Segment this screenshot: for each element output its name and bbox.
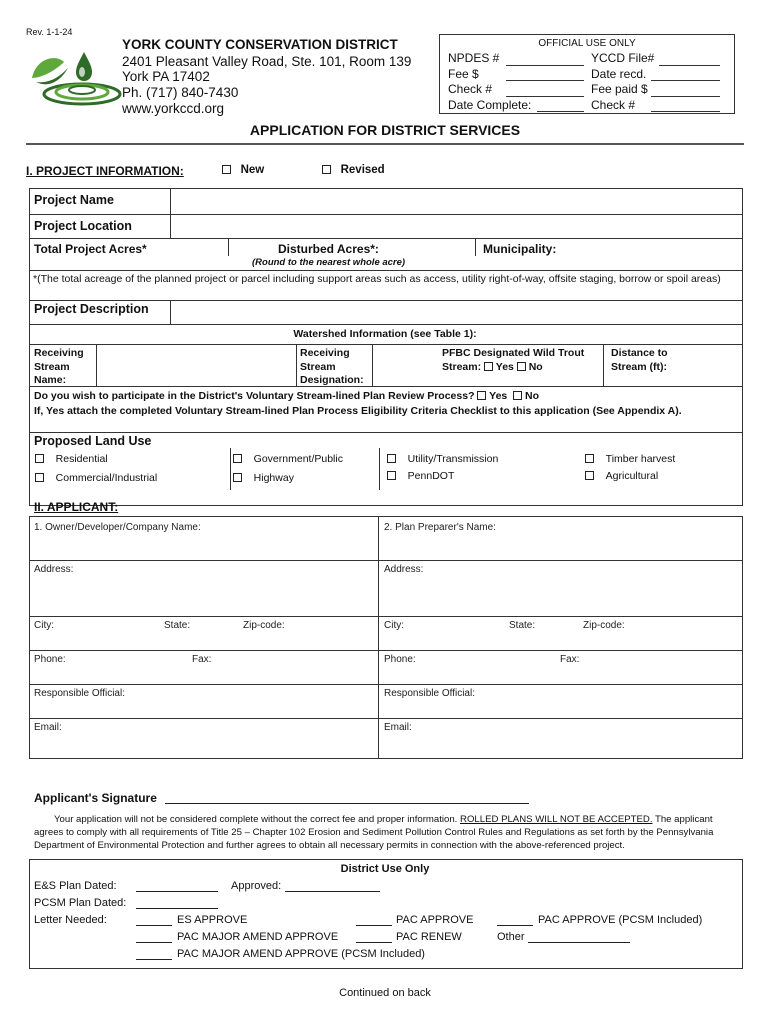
voluntary-no-checkbox[interactable] — [513, 391, 522, 400]
project-name-label: Project Name — [34, 193, 114, 207]
pac-approve-label: PAC APPROVE — [396, 914, 474, 926]
pac-approve-field[interactable] — [356, 915, 392, 926]
section1-heading: I. PROJECT INFORMATION: — [26, 164, 184, 178]
signature-label: Applicant's Signature — [34, 791, 157, 805]
pfbc-no-checkbox[interactable] — [517, 362, 526, 371]
land-use-highway[interactable]: Highway — [233, 472, 294, 484]
org-phone: Ph. (717) 840-7430 — [122, 85, 239, 100]
check-label: Check # — [448, 82, 493, 96]
preparer-zip-label: Zip-code: — [583, 620, 625, 631]
es-plan-label: E&S Plan Dated: — [34, 880, 117, 892]
land-use-title: Proposed Land Use — [34, 434, 152, 448]
pac-major-label: PAC MAJOR AMEND APPROVE — [177, 931, 339, 943]
es-approve-field[interactable] — [136, 915, 172, 926]
preparer-fax-label: Fax: — [560, 654, 580, 665]
signature-line[interactable] — [165, 803, 529, 804]
land-use-government[interactable]: Government/Public — [233, 453, 343, 465]
owner-phone-label: Phone: — [34, 654, 66, 665]
pac-approve-pcsm-label: PAC APPROVE (PCSM Included) — [538, 914, 703, 926]
official-use-title: OFFICIAL USE ONLY — [538, 38, 636, 49]
project-description-label: Project Description — [34, 302, 149, 316]
fee-label: Fee $ — [448, 66, 479, 81]
pfbc-label: PFBC Designated Wild Trout — [442, 347, 585, 359]
revised-checkbox[interactable] — [322, 165, 331, 174]
pac-major-field[interactable] — [136, 932, 172, 943]
watershed-heading: Watershed Information (see Table 1): — [293, 328, 477, 340]
owner-label: 1. Owner/Developer/Company Name: — [34, 522, 201, 533]
org-city: York PA 17402 — [122, 69, 210, 84]
owner-official-label: Responsible Official: — [34, 688, 125, 699]
pfbc-stream-options: Stream: Yes No — [442, 361, 543, 373]
land-use-commercial[interactable]: Commercial/Industrial — [35, 472, 157, 484]
org-address: 2401 Pleasant Valley Road, Ste. 101, Room 139 — [122, 54, 412, 69]
revision-label: Rev. 1-1-24 — [26, 27, 73, 37]
round-note: (Round to the nearest whole acre) — [252, 257, 406, 268]
owner-fax-label: Fax: — [192, 654, 212, 665]
land-use-residential[interactable]: Residential — [35, 453, 108, 465]
pac-major-pcsm-field[interactable] — [136, 949, 172, 960]
yccd-file-label: YCCD File# — [591, 51, 655, 65]
org-name: YORK COUNTY CONSERVATION DISTRICT — [122, 37, 398, 52]
official-left-labels — [448, 51, 531, 113]
project-location-input[interactable] — [174, 217, 739, 236]
preparer-official-label: Responsible Official: — [384, 688, 475, 699]
notice-text: Your application will not be considered complete without the correct fee and proper information. ROLLED PLANS WILL NOT BE ACCEPTED. The applicant agrees to comply with all requirements of Title 25 – Chapter 102 Erosion and Sediment Pollution Control Rules and Regulations as set forth by the Pennsylvania Department of Environmental Protection and further agrees to obtain all necessary permits in connection with the above-referenced project. — [34, 814, 714, 851]
preparer-state-label: State: — [509, 620, 536, 631]
fee-paid-label: Fee paid $ — [591, 82, 648, 96]
owner-address-label: Address: — [34, 564, 74, 575]
other-label: Other — [497, 931, 525, 943]
preparer-city-label: City: — [384, 620, 404, 631]
total-acres-label: Total Project Acres* — [34, 242, 147, 256]
es-plan-field[interactable] — [136, 881, 218, 892]
owner-email-label: Email: — [34, 722, 62, 733]
date-complete-label: Date Complete: — [448, 97, 532, 112]
org-website[interactable]: www.yorkccd.org — [122, 101, 225, 116]
form-title: APPLICATION FOR DISTRICT SERVICES — [249, 122, 521, 138]
project-name-input[interactable] — [174, 192, 739, 212]
receiving-stream-name-input[interactable] — [100, 347, 292, 383]
owner-zip-label: Zip-code: — [243, 620, 285, 631]
district-logo — [22, 48, 122, 108]
section2-heading: II. APPLICANT: — [34, 500, 119, 514]
voluntary-attach-note: If, Yes attach the completed Voluntary Stream-lined Plan Process Eligibility Criteria Checklist to this application (See Appendix A). — [34, 405, 682, 417]
land-use-agricultural[interactable]: Agricultural — [585, 470, 658, 482]
project-description-input[interactable] — [174, 303, 739, 322]
pac-renew-field[interactable] — [356, 932, 392, 943]
letter-needed-label: Letter Needed: — [34, 914, 107, 926]
land-use-utility[interactable]: Utility/Transmission — [387, 453, 498, 465]
approved-field[interactable] — [285, 881, 380, 892]
municipality-label: Municipality: — [483, 242, 557, 256]
land-use-penndot[interactable]: PennDOT — [387, 470, 454, 482]
preparer-phone-label: Phone: — [384, 654, 416, 665]
owner-city-label: City: — [34, 620, 54, 631]
pcsm-plan-label: PCSM Plan Dated: — [34, 897, 127, 909]
pcsm-plan-field[interactable] — [136, 898, 218, 909]
preparer-address-label: Address: — [384, 564, 424, 575]
voluntary-yes-checkbox[interactable] — [477, 391, 486, 400]
pac-approve-pcsm-field[interactable] — [497, 915, 533, 926]
revised-option[interactable]: Revised — [322, 164, 385, 176]
official-right-labels — [591, 51, 654, 113]
preparer-email-label: Email: — [384, 722, 412, 733]
district-use-title: District Use Only — [340, 863, 430, 875]
receiving-stream-name-label: Receiving Stream Name: — [34, 347, 84, 386]
land-use-timber[interactable]: Timber harvest — [585, 453, 675, 465]
es-approve-label: ES APPROVE — [177, 914, 248, 926]
approved-label: Approved: — [231, 880, 282, 892]
acreage-note: *(The total acreage of the planned project or parcel including support areas such as access, utility right-of-way, offsite staging, borrow or spoil areas) — [33, 273, 721, 285]
new-checkbox[interactable] — [222, 165, 231, 174]
other-field[interactable] — [528, 932, 630, 943]
date-recd-label: Date recd. — [591, 66, 647, 81]
preparer-label: 2. Plan Preparer's Name: — [384, 522, 496, 533]
receiving-stream-designation-label: Receiving Stream Designation: — [300, 347, 364, 386]
distance-label: Distance to Stream (ft): — [611, 347, 668, 373]
pac-renew-label: PAC RENEW — [396, 931, 462, 943]
pac-major-pcsm-label: PAC MAJOR AMEND APPROVE (PCSM Included) — [177, 948, 425, 960]
owner-state-label: State: — [164, 620, 191, 631]
voluntary-question: Do you wish to participate in the District's Voluntary Stream-lined Plan Review Process? Yes No — [34, 390, 540, 402]
project-location-label: Project Location — [34, 219, 132, 233]
continued-note: Continued on back — [339, 987, 431, 999]
pfbc-yes-checkbox[interactable] — [484, 362, 493, 371]
new-option[interactable]: New — [222, 164, 264, 176]
disturbed-acres-label: Disturbed Acres*: — [278, 242, 379, 256]
check2-label: Check # — [591, 97, 636, 112]
npdes-label: NPDES # — [448, 51, 500, 65]
